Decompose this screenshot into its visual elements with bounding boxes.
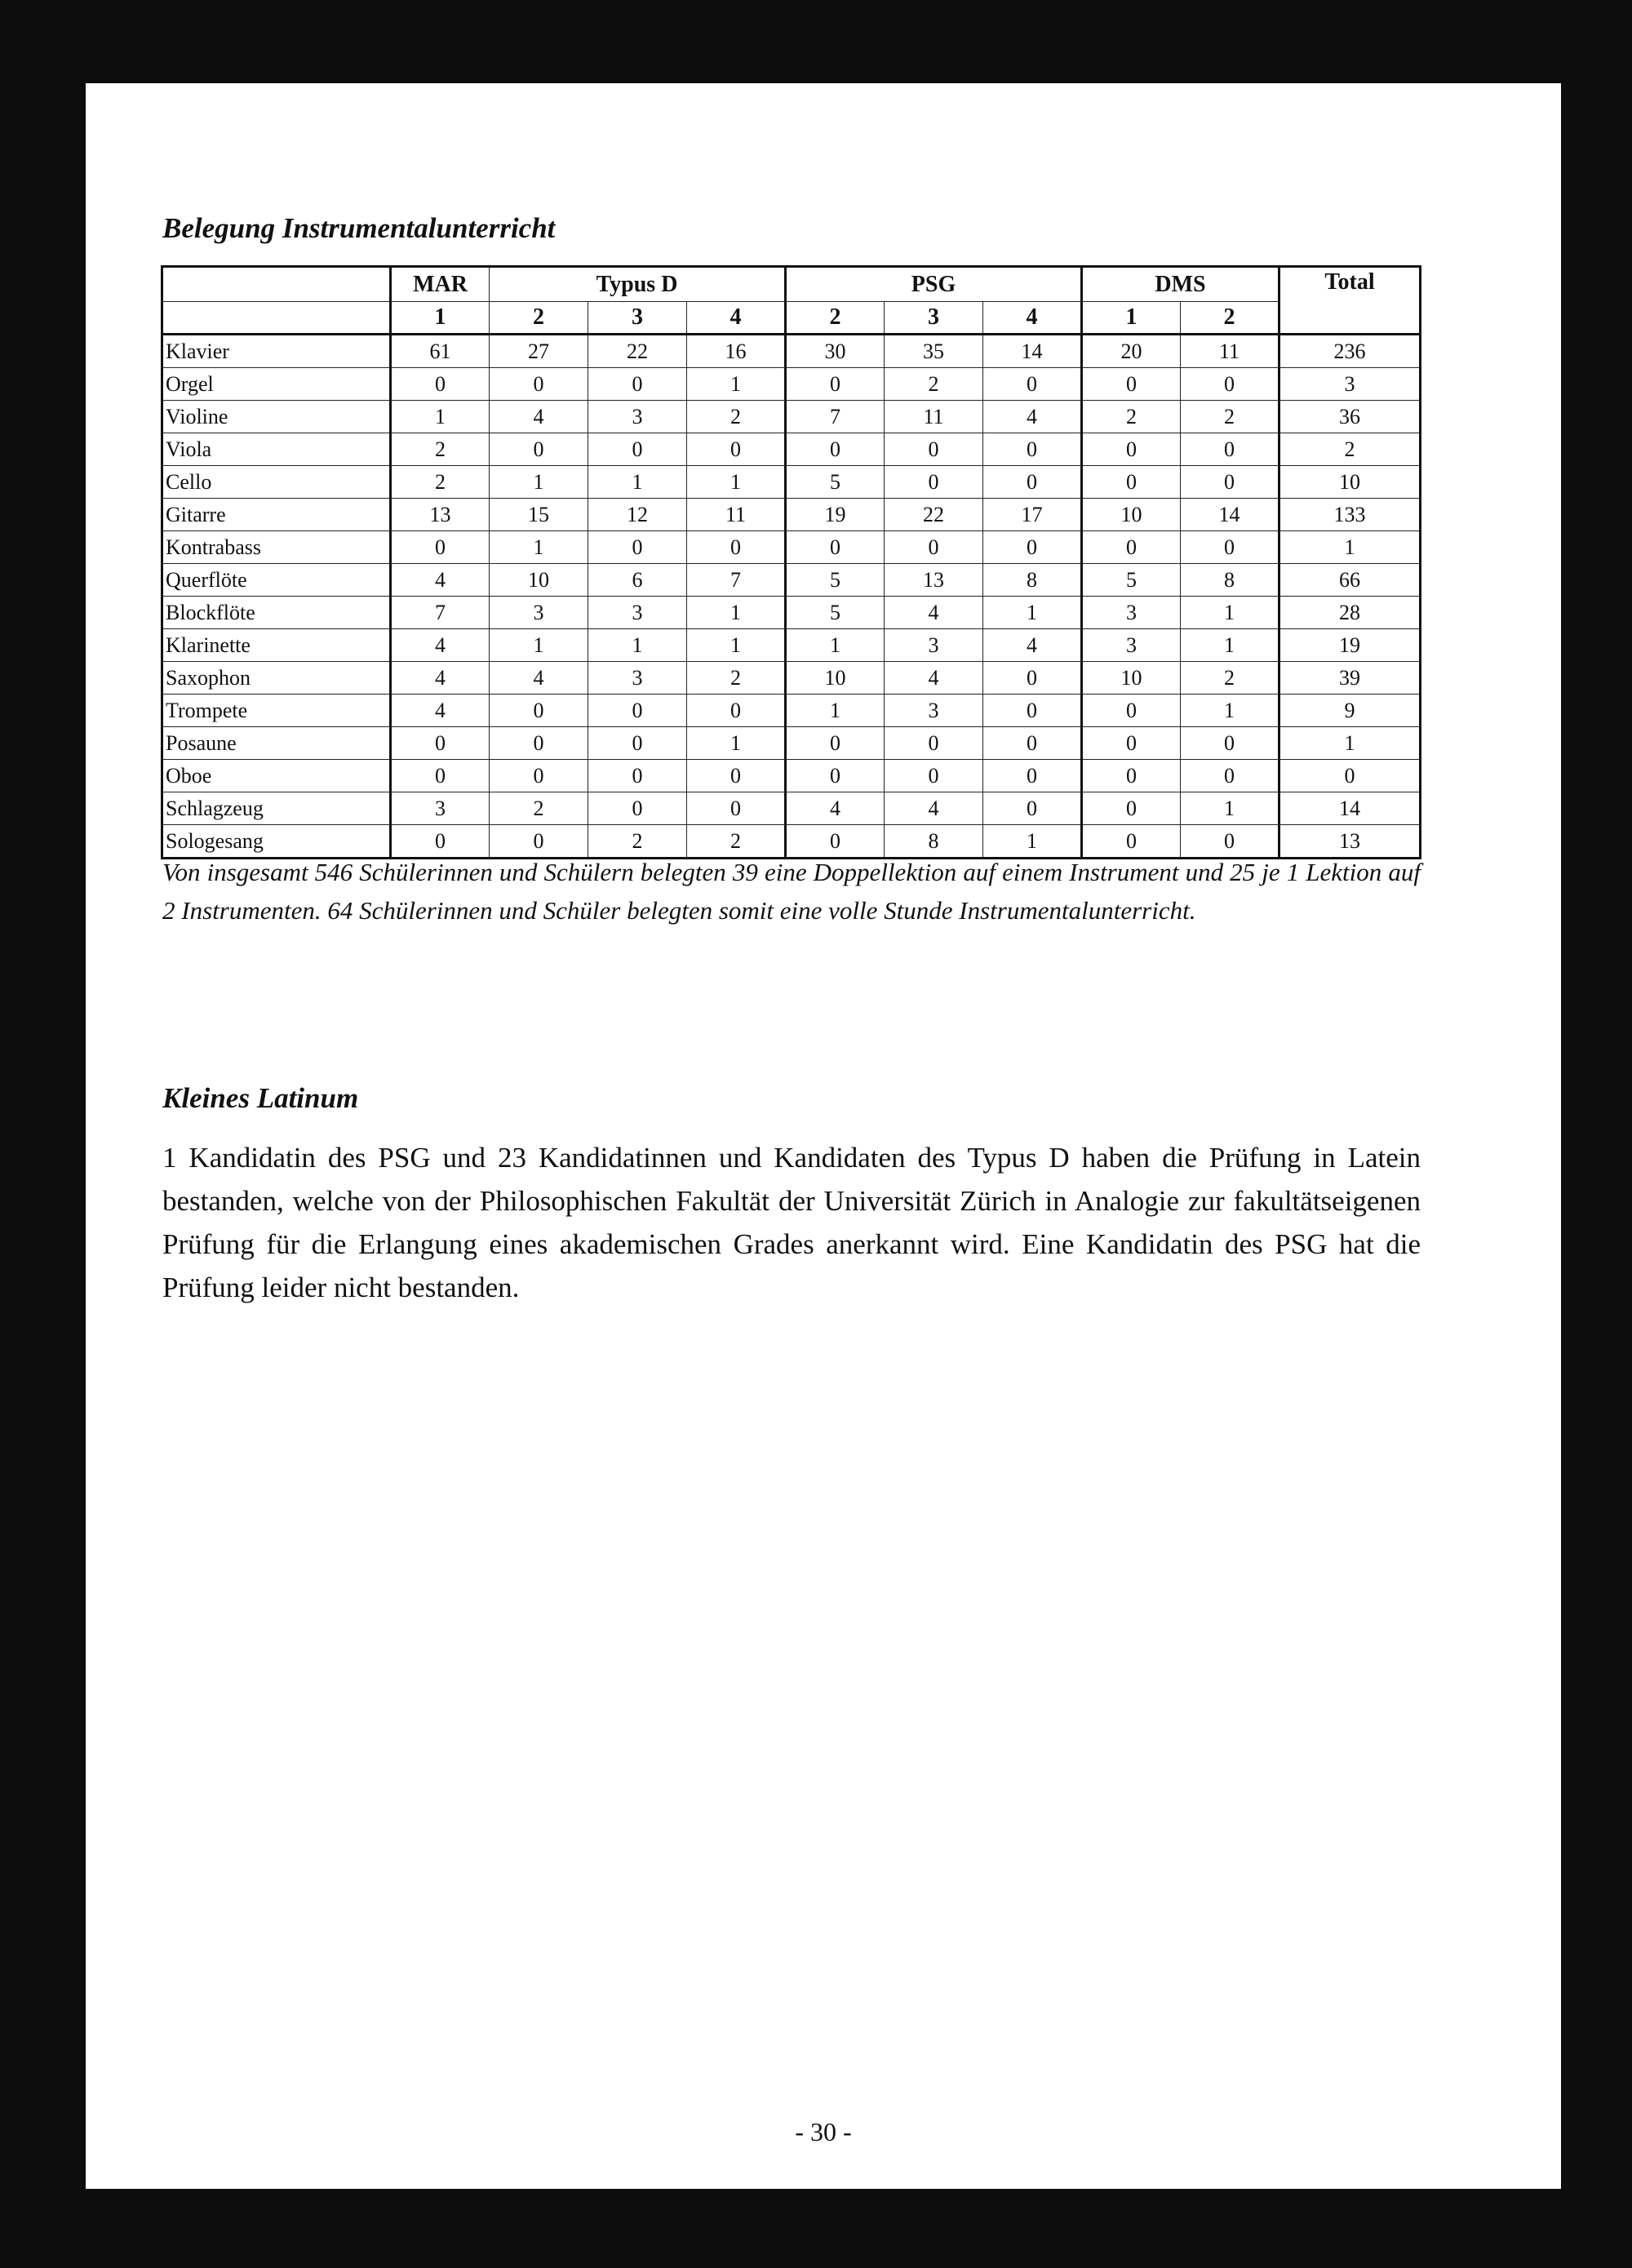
value-cell: 10 [1082, 499, 1181, 531]
total-cell: 66 [1279, 564, 1421, 597]
value-cell: 0 [983, 368, 1082, 401]
corner-cell-lower [162, 302, 391, 335]
value-cell: 5 [1082, 564, 1181, 597]
value-cell: 4 [885, 597, 983, 629]
group-header-psg: PSG [786, 267, 1082, 302]
value-cell: 0 [1181, 825, 1279, 859]
value-cell: 0 [588, 727, 687, 760]
value-cell: 2 [687, 825, 786, 859]
value-cell: 20 [1082, 335, 1181, 368]
value-cell: 0 [1082, 760, 1181, 792]
subheader-cell: 4 [983, 302, 1082, 335]
value-cell: 0 [885, 760, 983, 792]
value-cell: 1 [983, 825, 1082, 859]
value-cell: 0 [983, 531, 1082, 564]
group-header-mar: MAR [391, 267, 490, 302]
total-cell: 2 [1279, 433, 1421, 466]
value-cell: 0 [786, 531, 885, 564]
total-cell: 133 [1279, 499, 1421, 531]
value-cell: 15 [490, 499, 588, 531]
value-cell: 0 [490, 825, 588, 859]
total-cell: 3 [1279, 368, 1421, 401]
value-cell: 14 [1181, 499, 1279, 531]
subheader-cell: 2 [490, 302, 588, 335]
group-header-typus-d: Typus D [490, 267, 786, 302]
value-cell: 0 [983, 760, 1082, 792]
instrument-label: Klarinette [162, 629, 391, 662]
value-cell: 0 [983, 466, 1082, 499]
table-row [162, 368, 1421, 401]
value-cell: 1 [687, 629, 786, 662]
value-cell: 13 [391, 499, 490, 531]
value-cell: 0 [391, 760, 490, 792]
value-cell: 3 [391, 792, 490, 825]
subheader-cell: 3 [885, 302, 983, 335]
table-body [162, 335, 1421, 859]
instrument-label: Viola [162, 433, 391, 466]
value-cell: 1 [588, 466, 687, 499]
table-row [162, 629, 1421, 662]
table-row [162, 466, 1421, 499]
value-cell: 22 [588, 335, 687, 368]
subheader-cell: 1 [391, 302, 490, 335]
value-cell: 0 [588, 368, 687, 401]
value-cell: 0 [1082, 433, 1181, 466]
instrument-label: Saxophon [162, 662, 391, 695]
value-cell: 3 [885, 695, 983, 727]
value-cell: 4 [391, 564, 490, 597]
value-cell: 8 [885, 825, 983, 859]
group-header-total: Total [1279, 267, 1421, 335]
value-cell: 1 [1181, 695, 1279, 727]
value-cell: 1 [687, 466, 786, 499]
value-cell: 1 [983, 597, 1082, 629]
value-cell: 35 [885, 335, 983, 368]
value-cell: 0 [1082, 825, 1181, 859]
total-cell: 39 [1279, 662, 1421, 695]
page-number: - 30 - [795, 2117, 852, 2146]
value-cell: 0 [588, 792, 687, 825]
value-cell: 4 [983, 401, 1082, 433]
value-cell: 0 [983, 727, 1082, 760]
value-cell: 1 [687, 368, 786, 401]
value-cell: 0 [391, 368, 490, 401]
subheader-row [162, 302, 1421, 335]
value-cell: 13 [885, 564, 983, 597]
table-row [162, 727, 1421, 760]
instrument-label: Klavier [162, 335, 391, 368]
value-cell: 4 [885, 792, 983, 825]
value-cell: 0 [1181, 727, 1279, 760]
instrument-label: Orgel [162, 368, 391, 401]
document-page [86, 83, 1561, 2189]
value-cell: 0 [786, 368, 885, 401]
value-cell: 8 [983, 564, 1082, 597]
value-cell: 0 [588, 433, 687, 466]
value-cell: 0 [687, 760, 786, 792]
value-cell: 2 [391, 433, 490, 466]
value-cell: 0 [885, 727, 983, 760]
value-cell: 0 [391, 825, 490, 859]
value-cell: 7 [687, 564, 786, 597]
value-cell: 0 [588, 695, 687, 727]
value-cell: 0 [1082, 368, 1181, 401]
value-cell: 2 [490, 792, 588, 825]
value-cell: 11 [885, 401, 983, 433]
latinum-paragraph: 1 Kandidatin des PSG und 23 Kandidatinnen und Kandidaten des Typus D haben die Prüfung in Latein bestanden, welche von der Philosophischen Fakultät der Universität Zürich in Analogie zur fakultätseigenen Prüfung für die Erlangung eines akademischen Grades anerkannt wird. Eine Kandidatin des PSG hat die Prüfung leider nicht bestanden. [162, 1142, 1421, 1303]
value-cell: 0 [1181, 368, 1279, 401]
table-row [162, 597, 1421, 629]
value-cell: 0 [490, 433, 588, 466]
value-cell: 7 [391, 597, 490, 629]
value-cell: 3 [588, 401, 687, 433]
value-cell: 1 [786, 695, 885, 727]
value-cell: 1 [588, 629, 687, 662]
value-cell: 0 [1082, 466, 1181, 499]
value-cell: 16 [687, 335, 786, 368]
value-cell: 0 [983, 695, 1082, 727]
total-cell: 9 [1279, 695, 1421, 727]
value-cell: 11 [687, 499, 786, 531]
total-cell: 10 [1279, 466, 1421, 499]
value-cell: 1 [490, 466, 588, 499]
value-cell: 0 [490, 760, 588, 792]
value-cell: 0 [490, 368, 588, 401]
value-cell: 1 [490, 531, 588, 564]
table-row [162, 531, 1421, 564]
value-cell: 1 [1181, 792, 1279, 825]
value-cell: 8 [1181, 564, 1279, 597]
total-cell: 13 [1279, 825, 1421, 859]
instrument-label: Trompete [162, 695, 391, 727]
value-cell: 0 [885, 466, 983, 499]
subheader-cell: 1 [1082, 302, 1181, 335]
total-cell: 14 [1279, 792, 1421, 825]
subheader-cell: 4 [687, 302, 786, 335]
value-cell: 1 [391, 401, 490, 433]
instrument-label: Sologesang [162, 825, 391, 859]
value-cell: 0 [1181, 466, 1279, 499]
value-cell: 1 [490, 629, 588, 662]
instrument-label: Kontrabass [162, 531, 391, 564]
value-cell: 0 [1181, 760, 1279, 792]
total-cell: 1 [1279, 727, 1421, 760]
instrument-label: Posaune [162, 727, 391, 760]
value-cell: 4 [391, 695, 490, 727]
value-cell: 0 [983, 792, 1082, 825]
value-cell: 0 [786, 825, 885, 859]
value-cell: 10 [786, 662, 885, 695]
value-cell: 0 [1082, 792, 1181, 825]
value-cell: 2 [588, 825, 687, 859]
value-cell: 0 [1082, 695, 1181, 727]
value-cell: 4 [786, 792, 885, 825]
value-cell: 10 [1082, 662, 1181, 695]
instrument-label: Gitarre [162, 499, 391, 531]
table-row [162, 695, 1421, 727]
table-row [162, 401, 1421, 433]
value-cell: 10 [490, 564, 588, 597]
value-cell: 0 [1181, 433, 1279, 466]
value-cell: 0 [885, 433, 983, 466]
value-cell: 11 [1181, 335, 1279, 368]
total-cell: 236 [1279, 335, 1421, 368]
value-cell: 5 [786, 597, 885, 629]
value-cell: 1 [1181, 597, 1279, 629]
value-cell: 2 [1082, 401, 1181, 433]
section-heading-latinum: Kleines Latinum [162, 1082, 359, 1114]
value-cell: 3 [490, 597, 588, 629]
value-cell: 7 [786, 401, 885, 433]
value-cell: 0 [588, 531, 687, 564]
value-cell: 0 [391, 531, 490, 564]
group-header-dms: DMS [1082, 267, 1279, 302]
total-cell: 28 [1279, 597, 1421, 629]
table-row [162, 335, 1421, 368]
value-cell: 1 [687, 727, 786, 760]
value-cell: 6 [588, 564, 687, 597]
subheader-cell: 3 [588, 302, 687, 335]
value-cell: 3 [1082, 597, 1181, 629]
value-cell: 0 [885, 531, 983, 564]
total-cell: 1 [1279, 531, 1421, 564]
value-cell: 1 [687, 597, 786, 629]
value-cell: 0 [1082, 727, 1181, 760]
value-cell: 3 [885, 629, 983, 662]
value-cell: 4 [490, 662, 588, 695]
total-cell: 36 [1279, 401, 1421, 433]
section-heading-instrumental: Belegung Instrumentalunterricht [162, 212, 556, 244]
value-cell: 3 [588, 597, 687, 629]
value-cell: 0 [983, 433, 1082, 466]
value-cell: 12 [588, 499, 687, 531]
total-cell: 19 [1279, 629, 1421, 662]
value-cell: 4 [391, 629, 490, 662]
table-row [162, 433, 1421, 466]
value-cell: 4 [885, 662, 983, 695]
value-cell: 0 [786, 760, 885, 792]
value-cell: 0 [687, 433, 786, 466]
value-cell: 4 [391, 662, 490, 695]
value-cell: 0 [391, 727, 490, 760]
value-cell: 5 [786, 466, 885, 499]
value-cell: 2 [1181, 401, 1279, 433]
value-cell: 0 [687, 695, 786, 727]
value-cell: 0 [490, 695, 588, 727]
instrument-label: Oboe [162, 760, 391, 792]
value-cell: 4 [983, 629, 1082, 662]
value-cell: 2 [1181, 662, 1279, 695]
instrument-label: Cello [162, 466, 391, 499]
value-cell: 0 [687, 531, 786, 564]
table-row [162, 564, 1421, 597]
value-cell: 1 [786, 629, 885, 662]
value-cell: 2 [687, 401, 786, 433]
value-cell: 0 [1181, 531, 1279, 564]
value-cell: 0 [588, 760, 687, 792]
table-row [162, 792, 1421, 825]
subheader-cell: 2 [1181, 302, 1279, 335]
value-cell: 0 [983, 662, 1082, 695]
value-cell: 27 [490, 335, 588, 368]
instrument-enrollment-table [161, 265, 1421, 859]
value-cell: 2 [391, 466, 490, 499]
value-cell: 0 [786, 433, 885, 466]
value-cell: 0 [687, 792, 786, 825]
value-cell: 3 [1082, 629, 1181, 662]
instrument-label: Querflöte [162, 564, 391, 597]
table-footnote: Von insgesamt 546 Schülerinnen und Schülern belegten 39 eine Doppellektion auf einem Instrument und 25 je 1 Lektion auf 2 Instrumenten. 64 Schülerinnen und Schüler belegten somit eine volle Stunde Instrumentalunterricht. [162, 858, 1421, 925]
instrument-label: Blockflöte [162, 597, 391, 629]
value-cell: 1 [1181, 629, 1279, 662]
table-row [162, 499, 1421, 531]
instrument-label: Schlagzeug [162, 792, 391, 825]
value-cell: 0 [1082, 531, 1181, 564]
value-cell: 0 [786, 727, 885, 760]
value-cell: 61 [391, 335, 490, 368]
value-cell: 2 [687, 662, 786, 695]
corner-cell [162, 267, 391, 302]
table-row [162, 662, 1421, 695]
value-cell: 3 [588, 662, 687, 695]
subheader-cell: 2 [786, 302, 885, 335]
value-cell: 5 [786, 564, 885, 597]
value-cell: 17 [983, 499, 1082, 531]
value-cell: 4 [490, 401, 588, 433]
value-cell: 22 [885, 499, 983, 531]
instrument-label: Violine [162, 401, 391, 433]
value-cell: 2 [885, 368, 983, 401]
total-cell: 0 [1279, 760, 1421, 792]
table-row [162, 760, 1421, 792]
group-header-row [162, 267, 1421, 302]
value-cell: 19 [786, 499, 885, 531]
value-cell: 0 [490, 727, 588, 760]
value-cell: 30 [786, 335, 885, 368]
value-cell: 14 [983, 335, 1082, 368]
